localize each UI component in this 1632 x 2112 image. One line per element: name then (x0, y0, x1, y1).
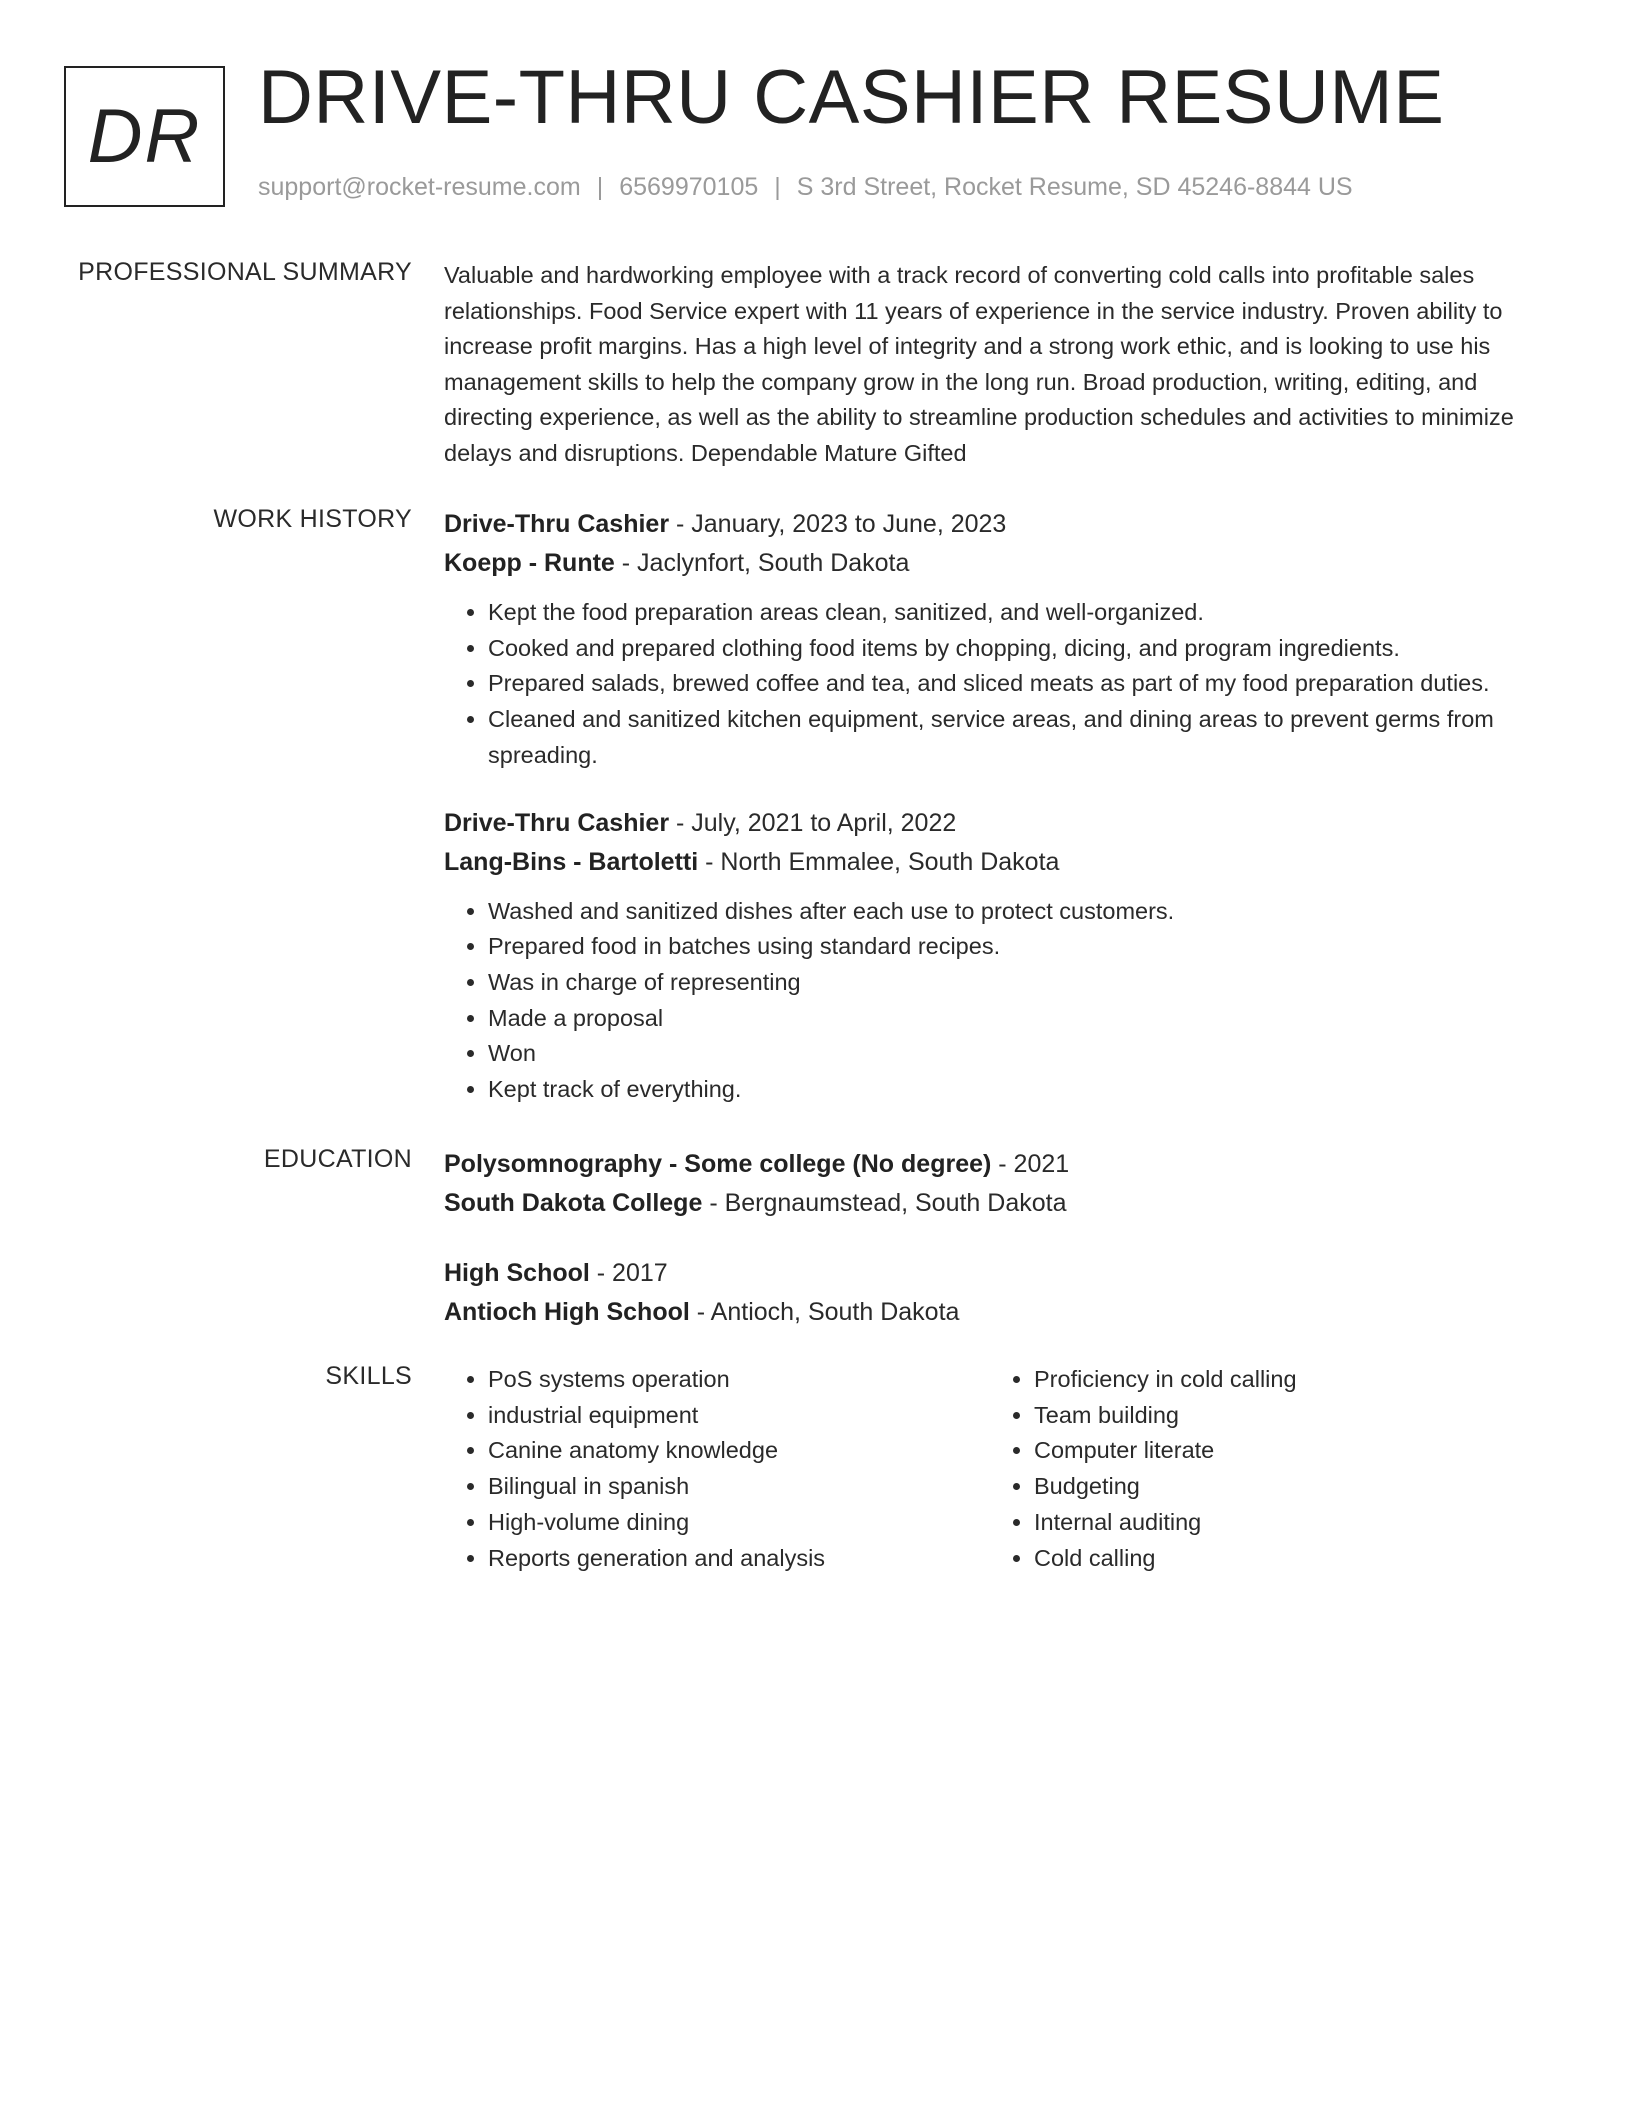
section-heading-work-history: WORK HISTORY (213, 505, 412, 533)
job-location: - Jaclynfort, South Dakota (614, 549, 910, 577)
list-item: • Computer literate (1034, 1433, 1490, 1469)
list-item: • Budgeting (1034, 1469, 1490, 1505)
list-item: • industrial equipment (488, 1398, 990, 1434)
resume-title: DRIVE-THRU CASHIER RESUME (258, 55, 1445, 140)
work-history-body (444, 505, 1544, 1108)
list-item: • Proficiency in cold calling (1034, 1362, 1490, 1398)
education-degree: Polysomnography - Some college (No degree) (444, 1150, 992, 1178)
list-item: • Bilingual in spanish (488, 1469, 990, 1505)
section-heading-skills: SKILLS (325, 1362, 412, 1390)
monogram-initials: DR (87, 94, 202, 179)
list-item: • Was in charge of representing (488, 965, 1544, 1001)
list-item: • Team building (1034, 1398, 1490, 1434)
education-year: - 2021 (991, 1150, 1070, 1178)
contact-line (258, 173, 1353, 202)
skills-columns (444, 1362, 1544, 1576)
education-entry (444, 1254, 1544, 1332)
education-school: Antioch High School (444, 1298, 690, 1326)
job-dates: - January, 2023 to June, 2023 (669, 510, 1007, 538)
education-school-line (444, 1184, 1544, 1223)
list-item: • Kept the food preparation areas clean, sanitized, and well-organized. (488, 595, 1544, 631)
summary-text: Valuable and hardworking employee with a track record of converting cold calls into profitable sales relationships. Food Service expert with 11 years of experience in the service industry. Proven ability to increase profit margins. Has a high level of integrity and a strong work ethic, and is looking to use his management skills to help the company grow in the long run. Broad production, writing, editing, and directing experience, as well as the ability to streamline production schedules and activities to minimize delays and disruptions. Dependable Mature Gifted (444, 262, 1514, 466)
education-school: South Dakota College (444, 1189, 703, 1217)
skills-body (444, 1362, 1544, 1576)
contact-separator: | (596, 173, 604, 201)
education-entry (444, 1145, 1544, 1223)
monogram-box (64, 66, 225, 207)
job-entry (444, 804, 1544, 1108)
list-item: • PoS systems operation (488, 1362, 990, 1398)
education-degree-line (444, 1254, 1544, 1293)
job-title: Drive-Thru Cashier (444, 510, 670, 538)
job-company: Koepp - Runte (444, 549, 615, 577)
education-body (444, 1145, 1544, 1332)
job-dates: - July, 2021 to April, 2022 (669, 808, 957, 837)
list-item: • High-volume dining (488, 1505, 990, 1541)
education-school-line (444, 1293, 1544, 1332)
education-year: - 2017 (589, 1259, 668, 1287)
list-item: • Reports generation and analysis (488, 1541, 990, 1577)
skills-list (990, 1362, 1490, 1576)
summary-body (444, 258, 1544, 472)
skills-list (444, 1362, 990, 1576)
job-title-line (444, 804, 1544, 843)
job-entry (444, 505, 1544, 774)
contact-phone: 6569970105 (619, 173, 759, 201)
list-item: • Won (488, 1036, 1544, 1072)
section-heading-summary: PROFESSIONAL SUMMARY (78, 258, 412, 286)
skills-column (990, 1362, 1490, 1576)
job-company-line (444, 544, 1544, 583)
education-degree: High School (444, 1259, 590, 1287)
list-item: • Canine anatomy knowledge (488, 1433, 990, 1469)
list-item: • Cooked and prepared clothing food items by chopping, dicing, and program ingredients. (488, 631, 1544, 667)
education-location: - Antioch, South Dakota (689, 1298, 960, 1326)
list-item: • Cold calling (1034, 1541, 1490, 1577)
section-heading-education: EDUCATION (263, 1145, 412, 1173)
education-degree-line (444, 1145, 1544, 1184)
job-title: Drive-Thru Cashier (444, 808, 670, 837)
list-item: • Kept track of everything. (488, 1072, 1544, 1108)
list-item: • Cleaned and sanitized kitchen equipment, service areas, and dining areas to prevent germs from spreading. (488, 702, 1544, 773)
list-item: • Internal auditing (1034, 1505, 1490, 1541)
skills-column (444, 1362, 990, 1576)
education-location: - Bergnaumstead, South Dakota (702, 1189, 1067, 1217)
contact-address: S 3rd Street, Rocket Resume, SD 45246-8844 US (796, 173, 1353, 201)
job-title-line (444, 505, 1544, 544)
list-item: • Washed and sanitized dishes after each use to protect customers. (488, 894, 1544, 930)
job-bullet-list (444, 595, 1544, 774)
list-item: • Made a proposal (488, 1001, 1544, 1037)
job-location: - North Emmalee, South Dakota (698, 847, 1060, 876)
job-bullet-list (444, 894, 1544, 1108)
contact-separator: | (774, 173, 781, 201)
job-company-line (444, 843, 1544, 882)
job-company: Lang-Bins - Bartoletti (444, 847, 699, 876)
list-item: • Prepared food in batches using standard recipes. (488, 929, 1544, 965)
contact-email: support@rocket-resume.com (258, 173, 581, 201)
list-item: • Prepared salads, brewed coffee and tea, and sliced meats as part of my food preparation duties. (488, 666, 1544, 702)
